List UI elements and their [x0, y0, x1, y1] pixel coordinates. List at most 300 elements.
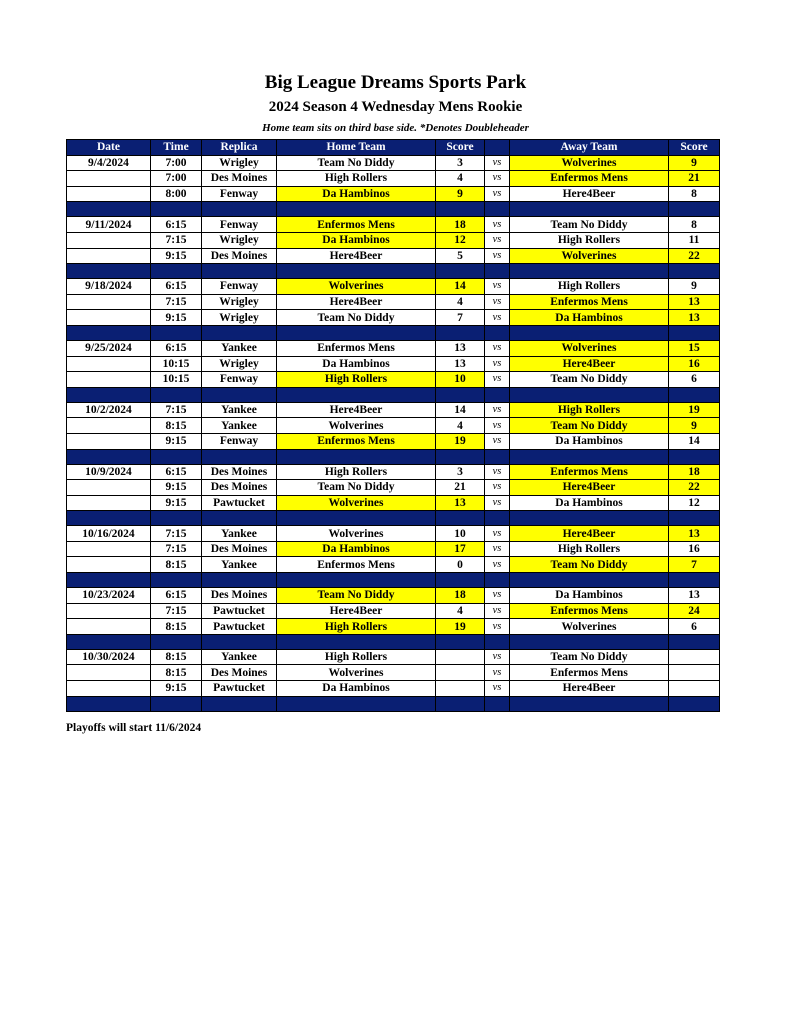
separator-cell	[151, 573, 202, 588]
home-team-cell: Enfermos Mens	[277, 557, 436, 573]
away-team-cell: Da Hambinos	[510, 495, 669, 511]
away-score-cell: 15	[669, 340, 720, 356]
home-team-cell: Enfermos Mens	[277, 217, 436, 233]
home-score-cell: 5	[436, 248, 485, 264]
time-cell: 6:15	[151, 464, 202, 480]
playoffs-note: Playoffs will start 11/6/2024	[66, 722, 202, 734]
table-row	[67, 541, 720, 557]
away-score-cell: 9	[669, 418, 720, 434]
separator-cell	[510, 634, 669, 649]
table-row	[67, 171, 720, 187]
date-cell	[67, 232, 151, 248]
away-score-cell: 22	[669, 480, 720, 496]
time-cell: 7:15	[151, 526, 202, 542]
replica-cell: Wrigley	[202, 356, 277, 372]
away-team-cell: Wolverines	[510, 340, 669, 356]
table-row	[67, 681, 720, 697]
time-cell: 9:15	[151, 480, 202, 496]
replica-cell: Wrigley	[202, 155, 277, 171]
replica-cell: Des Moines	[202, 464, 277, 480]
away-score-cell: 6	[669, 619, 720, 635]
home-score-cell: 4	[436, 418, 485, 434]
separator-cell	[151, 511, 202, 526]
away-team-cell: Here4Beer	[510, 480, 669, 496]
time-cell: 7:15	[151, 541, 202, 557]
time-cell: 9:15	[151, 248, 202, 264]
date-cell: 10/23/2024	[67, 588, 151, 604]
home-score-cell	[436, 681, 485, 697]
time-cell: 7:15	[151, 294, 202, 310]
home-team-cell: Wolverines	[277, 418, 436, 434]
home-score-cell: 18	[436, 217, 485, 233]
vs-cell: vs	[485, 217, 510, 233]
table-row	[67, 433, 720, 449]
date-cell	[67, 557, 151, 573]
separator-cell	[277, 696, 436, 711]
week-separator	[67, 387, 720, 402]
replica-cell: Yankee	[202, 557, 277, 573]
home-team-cell: Da Hambinos	[277, 681, 436, 697]
home-score-cell: 9	[436, 186, 485, 202]
schedule-body	[67, 155, 720, 711]
home-team-cell: Here4Beer	[277, 402, 436, 418]
time-cell: 8:00	[151, 186, 202, 202]
separator-cell	[485, 449, 510, 464]
home-score-cell: 7	[436, 310, 485, 326]
table-row	[67, 356, 720, 372]
separator-cell	[151, 696, 202, 711]
separator-cell	[67, 634, 151, 649]
vs-cell: vs	[485, 248, 510, 264]
table-row	[67, 619, 720, 635]
away-team-cell: Enfermos Mens	[510, 464, 669, 480]
time-cell: 7:00	[151, 171, 202, 187]
separator-cell	[202, 449, 277, 464]
date-cell	[67, 186, 151, 202]
header-vs	[485, 140, 510, 156]
date-cell: 9/18/2024	[67, 279, 151, 295]
away-score-cell: 13	[669, 310, 720, 326]
vs-cell: vs	[485, 665, 510, 681]
away-score-cell: 19	[669, 402, 720, 418]
date-cell	[67, 248, 151, 264]
vs-cell: vs	[485, 340, 510, 356]
separator-cell	[202, 511, 277, 526]
table-row	[67, 665, 720, 681]
separator-cell	[277, 511, 436, 526]
date-cell	[67, 480, 151, 496]
home-team-cell: High Rollers	[277, 372, 436, 388]
time-cell: 8:15	[151, 557, 202, 573]
header-date: Date	[67, 140, 151, 156]
separator-cell	[151, 202, 202, 217]
header-away-team: Away Team	[510, 140, 669, 156]
separator-cell	[669, 449, 720, 464]
replica-cell: Des Moines	[202, 665, 277, 681]
home-score-cell: 10	[436, 526, 485, 542]
separator-cell	[202, 202, 277, 217]
away-score-cell: 16	[669, 356, 720, 372]
separator-cell	[277, 449, 436, 464]
replica-cell: Yankee	[202, 526, 277, 542]
home-score-cell: 19	[436, 433, 485, 449]
separator-cell	[67, 387, 151, 402]
replica-cell: Pawtucket	[202, 603, 277, 619]
home-team-cell: Enfermos Mens	[277, 340, 436, 356]
time-cell: 8:15	[151, 418, 202, 434]
home-score-cell: 13	[436, 356, 485, 372]
home-team-cell: High Rollers	[277, 464, 436, 480]
away-team-cell: Enfermos Mens	[510, 665, 669, 681]
separator-cell	[669, 696, 720, 711]
header-home-score: Score	[436, 140, 485, 156]
separator-cell	[202, 573, 277, 588]
separator-cell	[151, 325, 202, 340]
home-team-cell: Da Hambinos	[277, 186, 436, 202]
replica-cell: Des Moines	[202, 480, 277, 496]
away-team-cell: Here4Beer	[510, 356, 669, 372]
separator-cell	[277, 387, 436, 402]
away-score-cell: 18	[669, 464, 720, 480]
home-score-cell: 4	[436, 603, 485, 619]
week-separator	[67, 573, 720, 588]
date-cell	[67, 495, 151, 511]
away-team-cell: Here4Beer	[510, 526, 669, 542]
separator-cell	[151, 634, 202, 649]
replica-cell: Fenway	[202, 186, 277, 202]
replica-cell: Pawtucket	[202, 619, 277, 635]
table-row	[67, 526, 720, 542]
away-score-cell: 11	[669, 232, 720, 248]
separator-cell	[669, 573, 720, 588]
away-score-cell: 24	[669, 603, 720, 619]
table-row	[67, 310, 720, 326]
time-cell: 9:15	[151, 495, 202, 511]
away-score-cell: 13	[669, 526, 720, 542]
header-replica: Replica	[202, 140, 277, 156]
time-cell: 8:15	[151, 649, 202, 665]
table-row	[67, 232, 720, 248]
away-team-cell: Da Hambinos	[510, 588, 669, 604]
date-cell	[67, 619, 151, 635]
away-score-cell: 8	[669, 186, 720, 202]
vs-cell: vs	[485, 541, 510, 557]
vs-cell: vs	[485, 681, 510, 697]
separator-cell	[485, 573, 510, 588]
home-score-cell: 18	[436, 588, 485, 604]
separator-cell	[485, 511, 510, 526]
date-cell	[67, 433, 151, 449]
date-cell	[67, 310, 151, 326]
vs-cell: vs	[485, 402, 510, 418]
date-cell: 10/9/2024	[67, 464, 151, 480]
time-cell: 7:15	[151, 603, 202, 619]
date-cell: 9/25/2024	[67, 340, 151, 356]
vs-cell: vs	[485, 603, 510, 619]
separator-cell	[510, 573, 669, 588]
week-separator	[67, 202, 720, 217]
table-row	[67, 248, 720, 264]
away-score-cell: 21	[669, 171, 720, 187]
week-separator	[67, 634, 720, 649]
replica-cell: Des Moines	[202, 541, 277, 557]
home-score-cell: 4	[436, 294, 485, 310]
away-team-cell: Team No Diddy	[510, 372, 669, 388]
home-team-cell: Da Hambinos	[277, 356, 436, 372]
home-team-cell: Wolverines	[277, 495, 436, 511]
home-score-cell	[436, 649, 485, 665]
time-cell: 7:00	[151, 155, 202, 171]
separator-cell	[277, 573, 436, 588]
replica-cell: Yankee	[202, 649, 277, 665]
replica-cell: Yankee	[202, 418, 277, 434]
home-score-cell: 14	[436, 279, 485, 295]
table-row	[67, 480, 720, 496]
week-separator	[67, 511, 720, 526]
time-cell: 8:15	[151, 619, 202, 635]
time-cell: 10:15	[151, 356, 202, 372]
away-score-cell: 7	[669, 557, 720, 573]
date-cell: 10/16/2024	[67, 526, 151, 542]
replica-cell: Yankee	[202, 340, 277, 356]
vs-cell: vs	[485, 171, 510, 187]
time-cell: 6:15	[151, 340, 202, 356]
vs-cell: vs	[485, 464, 510, 480]
separator-cell	[436, 511, 485, 526]
home-score-cell: 3	[436, 155, 485, 171]
separator-cell	[485, 202, 510, 217]
separator-cell	[510, 511, 669, 526]
away-team-cell: Team No Diddy	[510, 557, 669, 573]
separator-cell	[436, 696, 485, 711]
separator-cell	[151, 264, 202, 279]
home-score-cell	[436, 665, 485, 681]
away-score-cell: 13	[669, 294, 720, 310]
separator-cell	[510, 264, 669, 279]
date-cell	[67, 294, 151, 310]
separator-cell	[151, 387, 202, 402]
date-cell	[67, 356, 151, 372]
date-cell: 9/11/2024	[67, 217, 151, 233]
home-score-cell: 13	[436, 340, 485, 356]
away-team-cell: Team No Diddy	[510, 217, 669, 233]
separator-cell	[67, 511, 151, 526]
table-row	[67, 402, 720, 418]
separator-cell	[669, 387, 720, 402]
separator-cell	[669, 511, 720, 526]
away-team-cell: Wolverines	[510, 248, 669, 264]
away-team-cell: Da Hambinos	[510, 433, 669, 449]
separator-cell	[67, 325, 151, 340]
table-row	[67, 155, 720, 171]
away-team-cell: High Rollers	[510, 279, 669, 295]
away-team-cell: High Rollers	[510, 232, 669, 248]
away-score-cell: 8	[669, 217, 720, 233]
home-team-cell: Wolverines	[277, 665, 436, 681]
header-home-team: Home Team	[277, 140, 436, 156]
replica-cell: Des Moines	[202, 588, 277, 604]
home-score-cell: 19	[436, 619, 485, 635]
replica-cell: Wrigley	[202, 310, 277, 326]
vs-cell: vs	[485, 495, 510, 511]
separator-cell	[67, 449, 151, 464]
away-score-cell	[669, 649, 720, 665]
replica-cell: Wrigley	[202, 232, 277, 248]
date-cell	[67, 171, 151, 187]
table-row	[67, 217, 720, 233]
away-score-cell: 12	[669, 495, 720, 511]
separator-cell	[202, 634, 277, 649]
vs-cell: vs	[485, 619, 510, 635]
separator-cell	[669, 325, 720, 340]
away-team-cell: Team No Diddy	[510, 418, 669, 434]
away-team-cell: Here4Beer	[510, 681, 669, 697]
vs-cell: vs	[485, 557, 510, 573]
separator-cell	[67, 696, 151, 711]
date-cell	[67, 681, 151, 697]
week-separator	[67, 325, 720, 340]
table-row	[67, 649, 720, 665]
home-team-cell: Wolverines	[277, 279, 436, 295]
vs-cell: vs	[485, 649, 510, 665]
separator-cell	[669, 202, 720, 217]
separator-cell	[510, 202, 669, 217]
separator-cell	[277, 264, 436, 279]
table-row	[67, 464, 720, 480]
separator-cell	[436, 325, 485, 340]
table-row	[67, 186, 720, 202]
date-cell: 10/30/2024	[67, 649, 151, 665]
away-score-cell: 9	[669, 155, 720, 171]
date-cell	[67, 603, 151, 619]
date-cell	[67, 372, 151, 388]
table-row	[67, 372, 720, 388]
time-cell: 7:15	[151, 402, 202, 418]
home-team-cell: Team No Diddy	[277, 588, 436, 604]
vs-cell: vs	[485, 372, 510, 388]
page-subtitle: 2024 Season 4 Wednesday Mens Rookie	[268, 99, 523, 115]
separator-cell	[436, 202, 485, 217]
away-team-cell: Enfermos Mens	[510, 603, 669, 619]
table-row	[67, 418, 720, 434]
table-row	[67, 557, 720, 573]
vs-cell: vs	[485, 526, 510, 542]
vs-cell: vs	[485, 480, 510, 496]
separator-cell	[485, 387, 510, 402]
vs-cell: vs	[485, 310, 510, 326]
away-score-cell: 9	[669, 279, 720, 295]
away-team-cell: High Rollers	[510, 402, 669, 418]
separator-cell	[669, 264, 720, 279]
week-separator	[67, 696, 720, 711]
away-score-cell: 13	[669, 588, 720, 604]
separator-cell	[436, 449, 485, 464]
schedule-table	[66, 139, 720, 712]
table-row	[67, 588, 720, 604]
replica-cell: Pawtucket	[202, 495, 277, 511]
home-team-cell: High Rollers	[277, 171, 436, 187]
separator-cell	[436, 264, 485, 279]
separator-cell	[151, 449, 202, 464]
home-score-cell: 17	[436, 541, 485, 557]
replica-cell: Des Moines	[202, 171, 277, 187]
home-team-note: Home team sits on third base side. *Denotes Doubleheader	[262, 122, 529, 134]
away-score-cell: 16	[669, 541, 720, 557]
replica-cell: Fenway	[202, 433, 277, 449]
replica-cell: Yankee	[202, 402, 277, 418]
time-cell: 6:15	[151, 588, 202, 604]
vs-cell: vs	[485, 294, 510, 310]
time-cell: 8:15	[151, 665, 202, 681]
separator-cell	[485, 634, 510, 649]
separator-cell	[202, 264, 277, 279]
separator-cell	[277, 325, 436, 340]
separator-cell	[436, 573, 485, 588]
page-title: Big League Dreams Sports Park	[264, 72, 527, 93]
away-team-cell: Here4Beer	[510, 186, 669, 202]
away-team-cell: High Rollers	[510, 541, 669, 557]
time-cell: 7:15	[151, 232, 202, 248]
table-header-row	[67, 140, 720, 156]
home-team-cell: High Rollers	[277, 619, 436, 635]
home-score-cell: 12	[436, 232, 485, 248]
home-team-cell: Here4Beer	[277, 603, 436, 619]
date-cell	[67, 541, 151, 557]
home-team-cell: Here4Beer	[277, 294, 436, 310]
away-team-cell: Enfermos Mens	[510, 294, 669, 310]
away-score-cell: 6	[669, 372, 720, 388]
home-team-cell: Here4Beer	[277, 248, 436, 264]
week-separator	[67, 449, 720, 464]
home-score-cell: 14	[436, 402, 485, 418]
vs-cell: vs	[485, 588, 510, 604]
vs-cell: vs	[485, 232, 510, 248]
home-team-cell: Team No Diddy	[277, 310, 436, 326]
time-cell: 9:15	[151, 681, 202, 697]
away-score-cell	[669, 681, 720, 697]
home-team-cell: Da Hambinos	[277, 541, 436, 557]
date-cell: 9/4/2024	[67, 155, 151, 171]
away-team-cell: Wolverines	[510, 619, 669, 635]
date-cell	[67, 665, 151, 681]
away-score-cell	[669, 665, 720, 681]
vs-cell: vs	[485, 418, 510, 434]
home-score-cell: 10	[436, 372, 485, 388]
home-team-cell: Team No Diddy	[277, 155, 436, 171]
separator-cell	[277, 202, 436, 217]
replica-cell: Wrigley	[202, 294, 277, 310]
home-team-cell: Wolverines	[277, 526, 436, 542]
vs-cell: vs	[485, 356, 510, 372]
time-cell: 10:15	[151, 372, 202, 388]
date-cell	[67, 418, 151, 434]
away-score-cell: 22	[669, 248, 720, 264]
separator-cell	[67, 202, 151, 217]
home-team-cell: Enfermos Mens	[277, 433, 436, 449]
separator-cell	[510, 387, 669, 402]
time-cell: 9:15	[151, 433, 202, 449]
table-row	[67, 294, 720, 310]
time-cell: 6:15	[151, 217, 202, 233]
table-row	[67, 279, 720, 295]
separator-cell	[485, 696, 510, 711]
away-team-cell: Wolverines	[510, 155, 669, 171]
date-cell: 10/2/2024	[67, 402, 151, 418]
separator-cell	[669, 634, 720, 649]
home-team-cell: Team No Diddy	[277, 480, 436, 496]
replica-cell: Fenway	[202, 279, 277, 295]
vs-cell: vs	[485, 433, 510, 449]
